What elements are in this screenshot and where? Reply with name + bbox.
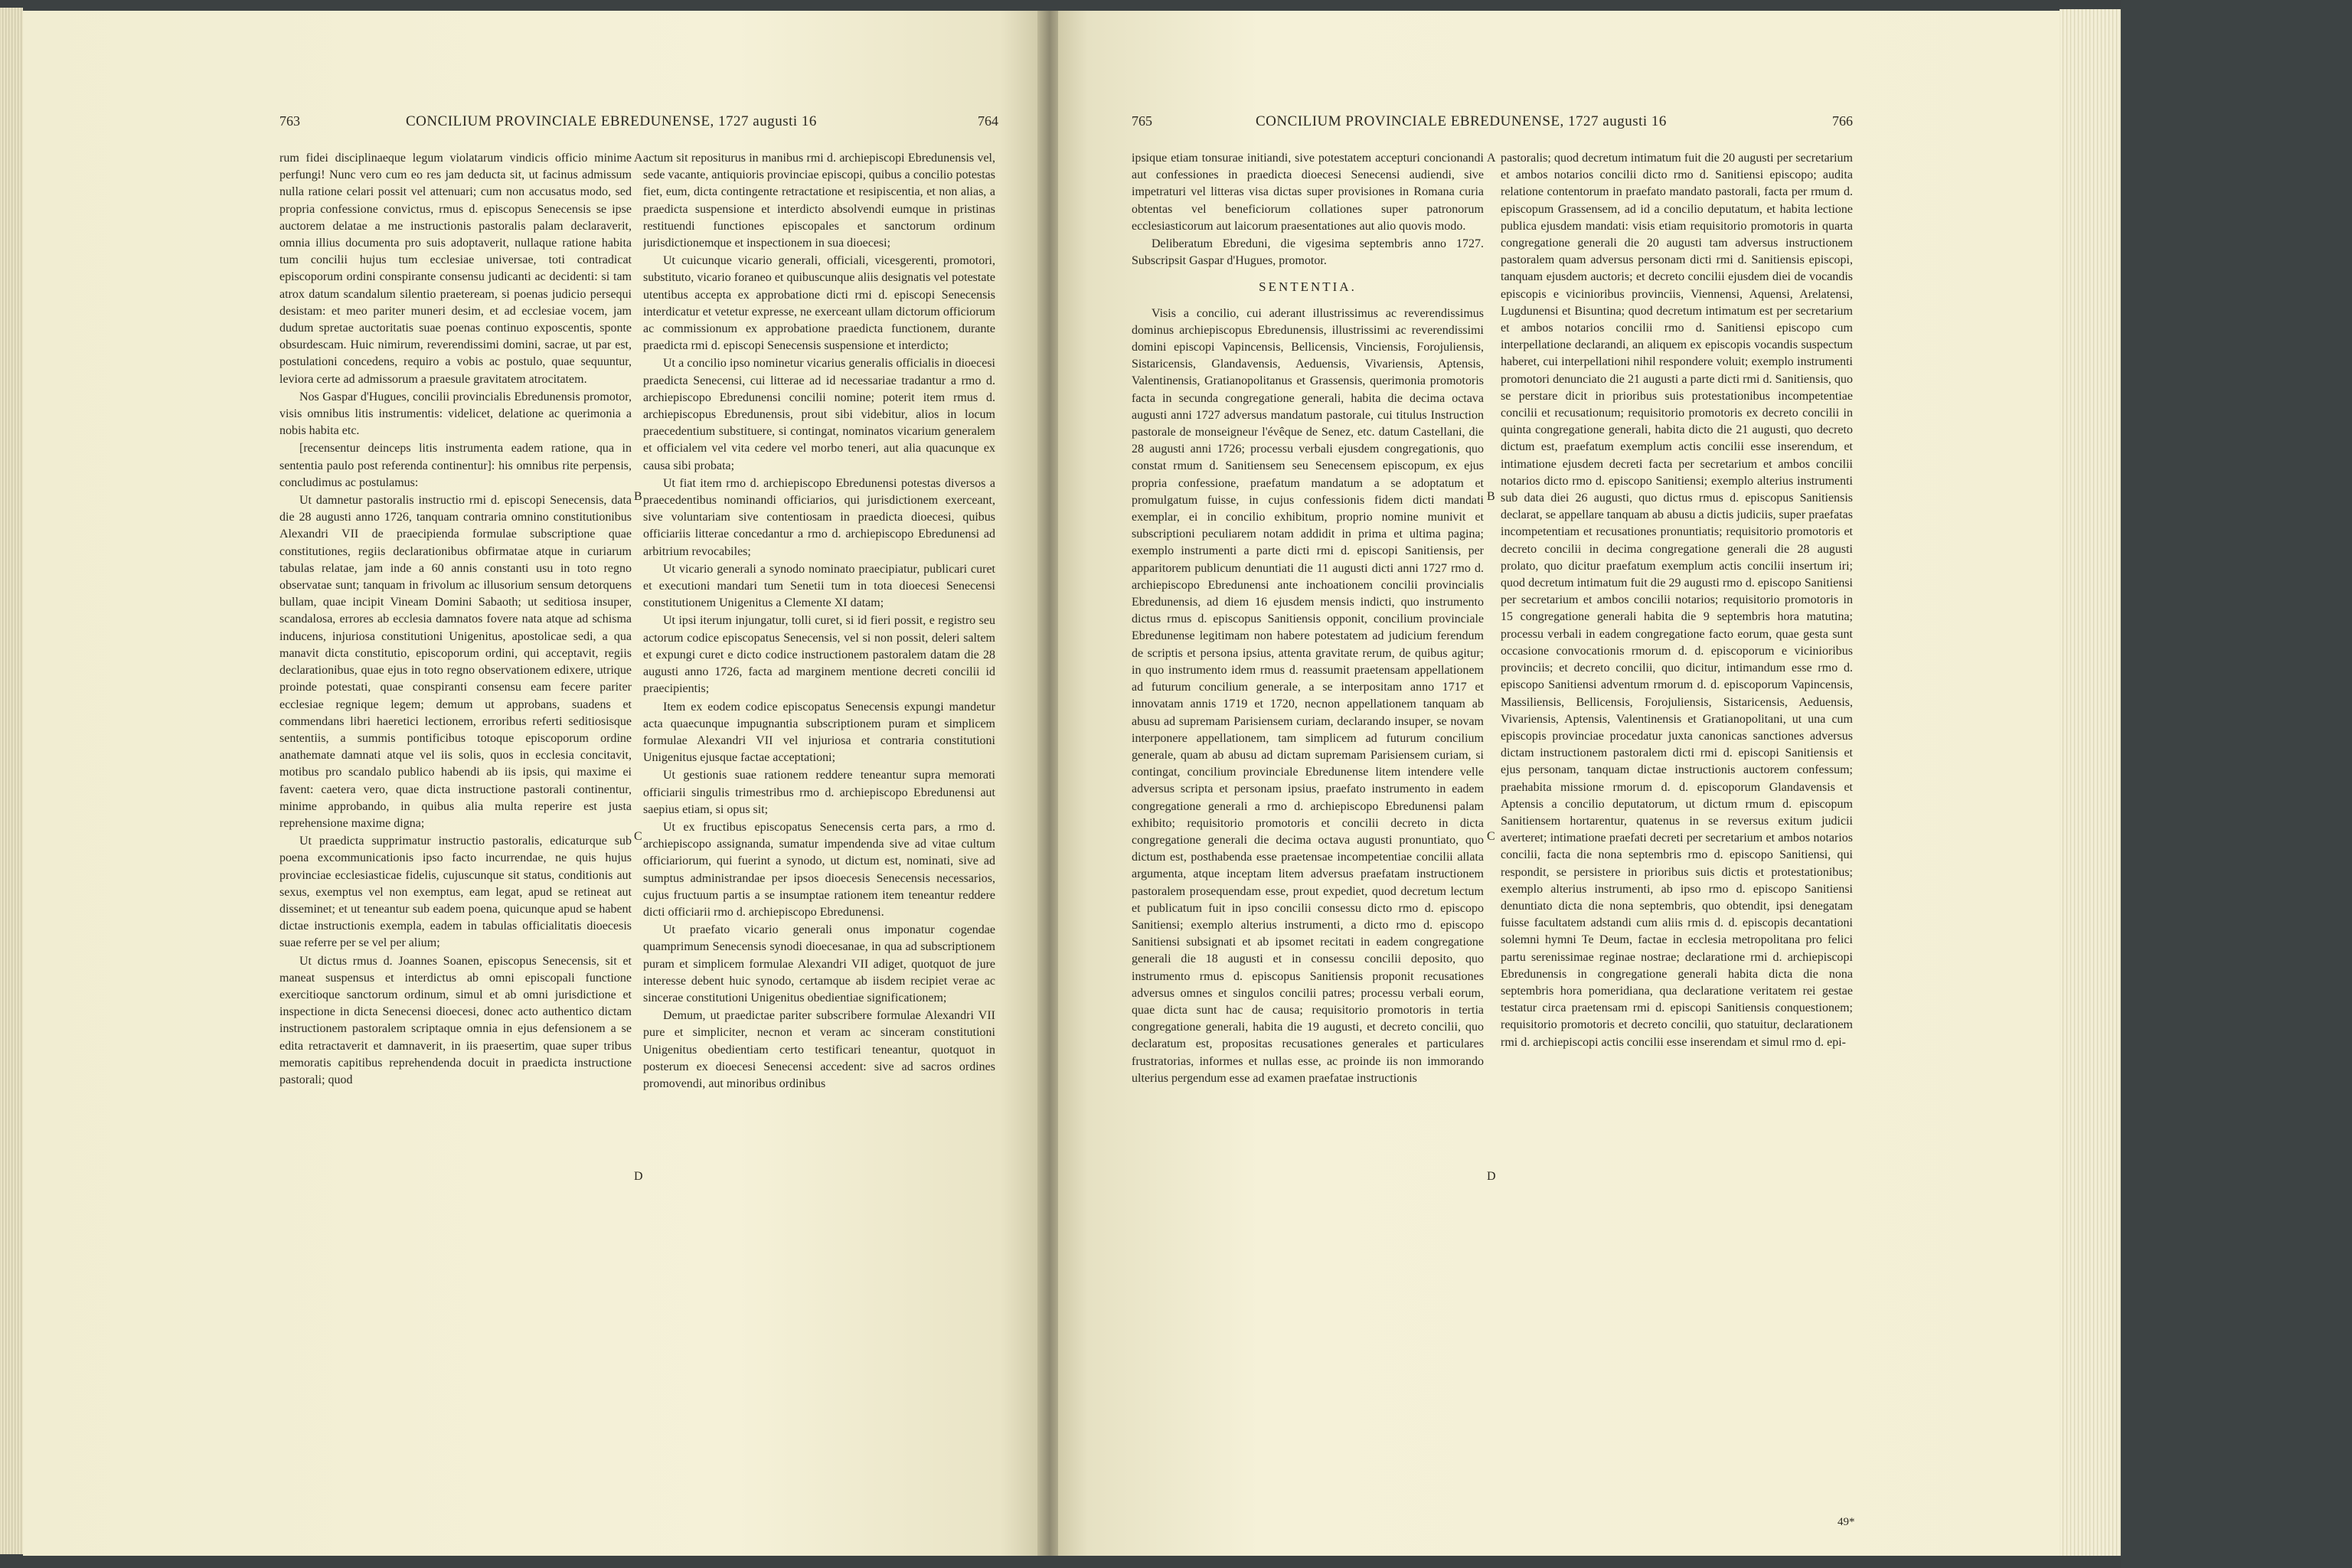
left-page-column-2 (643, 150, 995, 1513)
margin-letter: B (634, 490, 642, 503)
paragraph: actum sit repositurus in manibus rmi d. archiepiscopi Ebredunensis vel, sede vacante, antiquioris provinciae episcopi, quibus a concilio potestas fiet, eum, dicta contingente retractatione et resipiscentia, et non alias, a praedicta suspensione et interdicto absolvendi eumque in pristinas restituendi functiones episcopales et sanctorum ordinum jurisdictionemque et inspectionem in sua dioecesi; (643, 152, 995, 250)
paragraph: Ut praedicta supprimatur instructio pastoralis, edicaturque sub poena excommunicationis ipso facto incurrendae, ne quis hujus provinciae ecclesiasticae fidelis, cujuscunque sit status, conditionis aut sexus, exemptus vel non exemptus, eam legat, apud se retineat aut disseminet; et ut teneantur sub eadem poena, quicunque apud se habent dictae instructionis exempla, eadem in tabulas officialitatis dioecesis suae referre per se vel per alium; (279, 835, 632, 950)
margin-letter: A (1487, 152, 1496, 165)
paragraph: Ut ipsi iterum injungatur, tolli curet, si id fieri possit, e registro seu actorum codice episcopatus Senecensis, vel si non possit, deleri saltem et expungi curet e dicto codice instructionem pastoralem datam die 28 augusti anno 1726, facta ad marginem mentione decreti concilii id praecipientis; (643, 614, 995, 696)
paragraph: Ut ex fructibus episcopatus Senecensis certa pars, a rmo d. archiepiscopo assignanda, sumatur impendenda sive ad vitae cultum officiariorum, qui fuerint a synodo, ut dictum est, nominati, sive ad sumptus administrandae per ipsos dioecesis Senecensis necessarios, cujus fructuum partis a se insumptae rationem item teneantur reddere dicti officiarii rmo d. archiepiscopo Ebredunensi. (643, 820, 995, 919)
right-page-edges (2060, 9, 2121, 1556)
running-head: CONCILIUM PROVINCIALE EBREDUNENSE, 1727 augusti 16 (406, 113, 817, 129)
paragraph: Item ex eodem codice episcopatus Senecensis expungi mandetur acta quaecunque impugnantia subscriptionem puram et simplicem formulae Alexandri VII vel injuriosa et contraria constitutioni Unigenitus ejusque factae acceptationi; (643, 700, 995, 765)
paragraph: Ut praefato vicario generali onus imponatur cogendae quamprimum Senecensis synodi dioecesanae, in qua ad subscriptionem puram et simplicem formulae Alexandri VII adiget, quotquot de jure interesse debent huic synodo, certamque ab iisdem recipiet verae ac sincerae constitutioni Unigenitus obedientiae significationem; (643, 923, 995, 1004)
page-number: 765 (1132, 113, 1152, 129)
right-page-column-2 (1501, 150, 1853, 1513)
page-number: 766 (1832, 113, 1853, 129)
paragraph: rum fidei disciplinaeque legum violatarum vindicis officio minime perfungi! Nunc vero cum eo res jam deducta sit, ut facinus admissum nulla ratione celari possit vel attenuari; cum non accusatus modo, sed propria confessione convictus, rmus d. episcopus Senecensis se ipse auctorem delatae a me instructionis pastoralis palam declaraverit, omnia illius documenta pro suis adoptaverit, nullaque ratione habita tum concilii hujus tum ecclesiae universae, toti contradicat episcoporum ordini conspirante consensu judicanti ac decidenti: si tam atrox datum scandalum silentio praeteream, si poenas judicio persequi desistam: et meo pariter muneri desim, et ad ecclesiae vocem, jam dudum spretae auctoritatis suae poenas continuo exposcentis, sponte obsurdescam. Huic nimirum, reverendissimi domini, sacrae, ut par est, postulationi concedens, requiro a vobis ac postulo, quae sequuntur, leviora certe ad admissorum a praesule gravitatem atrocitatem. (279, 152, 632, 386)
paragraph: Deliberatum Ebreduni, die vigesima septembris anno 1727. Subscripsit Gaspar d'Hugues, promotor. (1132, 237, 1484, 268)
margin-letter: D (1487, 1170, 1496, 1183)
paragraph: [recensentur deinceps litis instrumenta eadem ratione, qua in sententia paulo post referenda continentur]: his omnibus rite perpensis, concludimus ac postulamus: (279, 442, 632, 489)
paragraph: Ut fiat item rmo d. archiepiscopo Ebredunensi potestas diversos a praecedentibus nominandi officiarios, qui jurisdictionem exerceant, sive voluntariam sive contentiosam in praedicta dioecesi, quibus officiariis litterae concedantur a rmo d. archiepiscopo Ebredunensi ad arbitrium revocabiles; (643, 476, 995, 558)
right-page-column-1 (1132, 150, 1484, 1513)
margin-letter: D (634, 1170, 643, 1183)
margin-letter: B (1487, 490, 1495, 503)
running-head: CONCILIUM PROVINCIALE EBREDUNENSE, 1727 augusti 16 (1256, 113, 1667, 129)
margin-letter: C (634, 830, 642, 843)
left-page-edges (0, 8, 23, 1554)
paragraph: Ut damnetur pastoralis instructio rmi d. episcopi Senecensis, data die 28 augusti anno 1726, tanquam contraria omnino constitutionibus Alexandri VII de praecipienda formulae subscriptione quae constitutiones, regiis declarationibus obfirmatae atque in curiarum tabulas relatae, jam inde a 60 annis constanti usu in toto regno observatae sunt; tanquam in frivolum ac illusorium sensum detorquens bullam, quae incipit Vineam Domini Sabaoth; ut seditiosa insuper, scandalosa, errores ab ecclesia damnatos fovere nata atque ad schisma inducens, injuriosa constitutioni Unigenitus, apostolicae sedi, a qua manavit dicta constitutio, episcoporum ordini, qui acceptavit, regiis declarationibus, quae ejus in toto regno observationem edixere, utrique proinde potestati, quae conspiranti consensu eam fecere pariter ecclesiae regnique legem; demum ut approbans, suadens et commendans libri haeretici lectionem, erroribus referti seditiosisque sententiis, a summis pontificibus totoque episcoporum ordine anathemate damnati atque vel iis solis, quos in ecclesia concitavit, motibus pro scandalo publico habendi ab iis ipsis, qui maxime ei favent: caetera vero, quae dicta instructione pastorali continentur, minime approbando, in quibus alia multa reperire est justa reprehensione maxime digna; (279, 494, 632, 830)
page-number: 764 (978, 113, 998, 129)
page-number: 763 (279, 113, 300, 129)
paragraph: Ut gestionis suae rationem reddere teneantur supra memorati officiarii singulis trimestribus rmo d. archiepiscopo Ebredunensi aut saepius etiam, si opus sit; (643, 769, 995, 816)
margin-letter: C (1487, 830, 1495, 843)
left-page-column-1 (279, 150, 632, 1513)
paragraph: Visis a concilio, cui aderant illustrissimus ac reverendissimus dominus archiepiscopus Ebredunensis, illustrissimi ac reverendissimi domini episcopi Vapincensis, Bellicensis, Vinciensis, Forojuliensis, Sistaricensis, Glandavensis, Aeduensis, Vivariensis, Aptensis, Valentinensis, Gratianopolitanus et Grassensis, querimonia promotoris facta in secunda congregatione generali, habita die decima octava augusti anni 1727 adversus mandatum pastorale, cui titulus Instruction pastorale de monseigneur l'évêque de Senez, etc. datum Castellani, die 28 augusti anni 1726; processu verbali ejusdem congregationis, quo constat rmum d. Sanitiensem seu Senecensem episcopum, ex ejus propria confessione, praefatum mandatum a se adoptatum et promulgatum fuisse, in cujus confessionis fidem dicti mandati exemplar, ei in concilio exhibitum, proprio nomine munivit et subscriptioni peculiarem notam addidit in prima et ultima pagina; exemplo instrumenti a parte dicti rmi d. episcopi Sanitiensis, per apparitorem publicum denuntiati die 11 augusti dicti anni 1727 rmo d. archiepiscopo Ebredunensi ante inchoationem concilii provincialis Ebredunensis, ad diem 16 ejusdem mensis indicti, quo instrumento dictus rmus d. episcopus Sanitiensis opponit, concilium provinciale Ebredunense legitimam non habere potestatem ad judicium ferendum de scriptis et persona ipsius, attenta gravitate rerum, de quibus agitur; in quo instrumento idem rmus d. reassumit praetensam appellationem ad futurum concilium generale, a se interpositam anno 1717 et innovatam annis 1719 et 1720, necnon appellationem tanquam ab abusu ad supremam Parisiensem curiam, declarando insuper, se novam interponere appellationem, tam simplicem ad futurum concilium generale, quam ab abusu ad dictam supremam Parisiensem curiam, si contingat, concilium provinciale Ebredunense litem intendere velle adversus scripta et personam ipsius, praefato instrumento in eadem congregatione generali a rmo d. archiepiscopo Ebredunensi palam exhibito; requisitorio promotoris et concilii decreto in dicta congregatione generali die decima octava augusti pronuntiato, quo dictum est, posthabenda esse praetensae incompetentiae concilii allata argumenta, atque inceptam litem adversus praefatam instructionem pastoralem prosequendam esse, prout expediet, quod decretum lectum et publicatum fuit in ipso concilii consessu dicto rmo d. episcopo Sanitiensi; exemplo alterius instrumenti, a dicto rmo d. episcopo Sanitiensi subsignati et ab ipsomet recitati in eadem congregatione generali die 18 augusti et in consessu concilii deposito, quo instrumento rmus d. episcopus Sanitiensis proponit recusationes adversus omnes et singulos concilii patres; processu verbali eorum, quae dicta sunt hac de causa; requisitorio promotoris in tertia congregatione generali, habita die 19 augusti, et decreto concilii, quo declaratum est, propositas recusationes generales et particulares frustratorias, informes et nullas esse, ac proinde iis non immorando ulterius pergendum esse ad examen praefatae instructionis (1132, 306, 1484, 1085)
paragraph: Nos Gaspar d'Hugues, concilii provincialis Ebredunensis promotor, visis omnibus litis instrumentis: videlicet, delatione ac querimonia a nobis habita etc. (279, 390, 632, 438)
paragraph: ipsique etiam tonsurae initiandi, sive potestatem accepturi concionandi aut confessiones in praedicta dioecesi Senecensi audiendi, sive impetraturi vel litteras visa dictas super provisiones in Romana curia obtentas vel beneficiorum collationes super patronorum ecclesiasticorum aut laicorum praesentationes aut alio quovis modo. (1132, 152, 1484, 233)
section-heading: SENTENTIA. (1259, 279, 1357, 295)
paragraph: pastoralis; quod decretum intimatum fuit die 20 augusti per secretarium et ambos notarios concilii dicto rmo d. Sanitiensi episcopo; audita relatione contentorum in praefato mandato pastorali, facta per rmum d. episcopum Grassensem, ad id a concilio deputatum, et habita lectione publica ejusdem mandati: visis etiam requisitorio promotoris in quarta congregatione generali die 20 augusti tam adversus instructionem pastoralem quam adversus personam dicti rmi d. Sanitiensis episcopi, tanquam ejusdem auctoris; et decreto concilii ejusdem diei de vocandis episcopis e vicinioribus provinciis, Viennensi, Aquensi, Arelatensi, Lugdunensi et Bisuntina; quod decretum intimatum est per secretarium et ambos notarios concilii rmo d. Sanitiensi episcopo cum interpellatione declarandi, an aliquem ex episcopis vocandis suspectum haberet, cui interpellationi nihil respondere voluit; exemplo instrumenti promotori denunciato die 21 augusti a parte dicti rmi d. Sanitiensis, quo se perstare dicit in prioribus suis protestationibus incompetentiae concilii et recusationum; requisitorio promotoris ex decreto concilii in quinta congregatione generali, habita dicto die 21 augusti, quo decreto dictum est, praefatum exemplum actis concilii esse inserendum, et intimatione ejusdem decreti facta per secretarium et ambos concilii notarios dicto rmo d. episcopo Sanitiensi; exemplo alterius instrumenti sub data diei 26 augusti, quo dictus rmus d. episcopus Sanitiensis declarat, se appellare tanquam ab abusu a dictis judiciis, super praefatas incompetentiam et recusationes pronuntiatis; requisitorio promotoris et decreto concilii in decima congregatione generali die 28 augusti prolato, quo dicitur praefatum exemplum actis concilii insertum iri; quod decretum intimatum fuit die 29 augusti rmo d. episcopo Sanitiensi per secretarium et ambos concilii notarios; requisitorio promotoris in 15 congregatione generali habita die 9 septembris hora matutina; processu verbali in eadem congregatione facto eorum, quae gesta sunt occasione convocationis rmorum d. d. episcoporum e vicinioribus provinciis; et decreto concilii, quo dicitur, intimandum esse rmo d. episcopo Sanitiensi adventum rmorum d. d. episcoporum Vapincensis, Massiliensis, Bellicensis, Forojuliensis, Sistaricensis, Aeduensis, Vivariensis, Aptensis, Valentinensis et Gratianopolitani, ut una cum episcopis provinciae procedatur juxta canonicas sanctiones adversus dictam instructionem pastoralem dicti rmi d. episcopi Sanitiensis et ejus personam, tanquam dictae instructionis auctorem confessum; praehabita missione rmorum d. d. episcoporum Glandavensis et Aptensis a concilio deputatorum, ut dictum rmum d. episcopum Sanitiensem hortarentur, quatenus in se reversus exitum judicii averteret; intimatione praefati decreti per secretarium et ambos notarios concilii, facta die nona septembris rmo d. episcopo Sanitiensi, qui respondit, se persistere in prioribus suis dictis et protestationibus; exemplo alterius instrumenti, ab ipso rmo d. episcopo Sanitiensi denuntiato dicta die nona septembris, quo obtendit, ipsi denegatam fuisse facultatem adstandi cum aliis rmis d. d. episcopis decantationi solemni hymni Te Deum, factae in ecclesia metropolitana pro felici partu serenissimae reginae nostrae; declaratione rmi d. archiepiscopi Ebredunensis in congregatione generali habita dicta die nona septembris hora pomeridiana, qua declaratione veritatem rei gestae testatur circa praetensam rmi d. episcopi Sanitiensis conquestionem; requisitorio promotoris et decreto concilii, quo statuitur, declarationem rmi d. archiepiscopi actis concilii esse inserendam et simul rmo d. epi- (1501, 152, 1853, 1049)
signature-mark: 49* (1838, 1516, 1855, 1528)
margin-letter: A (634, 152, 643, 165)
paragraph: Ut vicario generali a synodo nominato praecipiatur, publicari curet et executioni mandari tum Senetii tum in tota dioecesi Senecensi constitutionem Unigenitus a Clemente XI datam; (643, 562, 995, 610)
paragraph: Ut a concilio ipso nominetur vicarius generalis officialis in dioecesi praedicta Senecensi, cui litterae ad id necessariae tradantur a rmo d. archiepiscopo Ebredunensi concilii nomine; poterit item rmus d. archiepiscopus Ebredunensis, prout sibi videbitur, alios in locum praecedentium substituere, si contingat, nominatos vicarium generalem et officialem vel vita cedere vel morbo teneri, aut alia quacunque ex causa sibi probata; (643, 357, 995, 472)
paragraph: Demum, ut praedictae pariter subscribere formulae Alexandri VII pure et simpliciter, necnon et veram ac sinceram constitutioni Unigenitus obedientiam certo testificari teneantur, quotquot in posterum ex dioecesi Senecensi accedent: sive ad sacros ordines promovendi, aut minoribus ordinibus (643, 1009, 995, 1090)
background (2121, 0, 2352, 1568)
paragraph: Ut cuicunque vicario generali, officiali, vicesgerenti, promotori, substituto, vicario foraneo et quibuscunque aliis designatis vel potestate utentibus accepta ex approbatione dicti rmi d. episcopi Senecensis interdicatur et vetetur expresse, ne exerceant ullam dictorum officiorum ac commissionum ex approbatione praedicta functionem, durante praedicta rmi d. episcopi Senecensis suspensione et interdicto; (643, 254, 995, 353)
paragraph: Ut dictus rmus d. Joannes Soanen, episcopus Senecensis, sit et maneat suspensus et interdictus ab omni episcopali functione exercitioque sanctorum ordinum, simul et ab omni jurisdictione et inspectione in dicta Senecensi dioecesi, donec acto authentico dictam instructionem pastoralem scriptaque omnia in ejus defensionem a se edita retractaverit et damnaverit, in iis praesertim, quae super tribus memoratis capitibus reprehendenda docuit in praedicta instructione pastorali; quod (279, 954, 632, 1086)
